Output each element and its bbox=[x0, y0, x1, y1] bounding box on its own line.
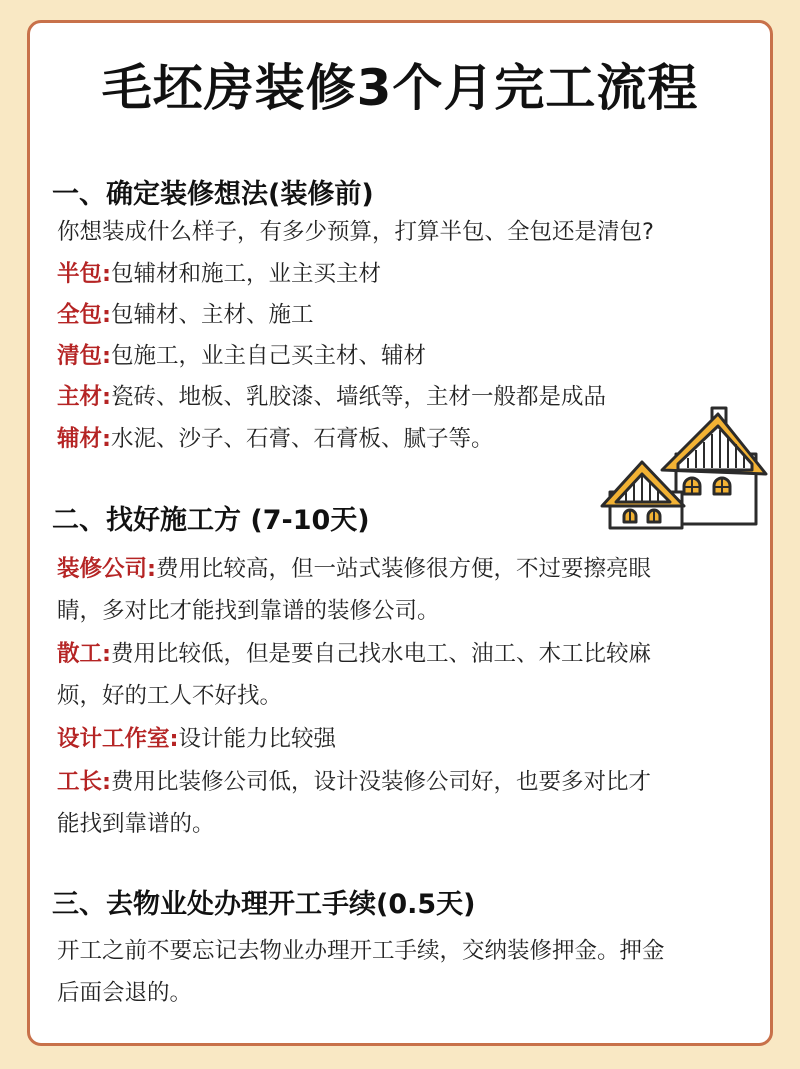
term-text: 水泥、沙子、石膏、石膏板、腻子等。 bbox=[111, 426, 494, 452]
term-text: 设计能力比较强 bbox=[178, 726, 337, 752]
term-label: 散工: bbox=[57, 641, 111, 667]
list-item bbox=[57, 421, 494, 453]
term-label: 半包: bbox=[57, 261, 111, 287]
term-text: 瓷砖、地板、乳胶漆、墙纸等，主材一般都是成品 bbox=[111, 384, 607, 410]
term-text: 费用比较低，但是要自己找水电工、油工、木工比较麻 bbox=[111, 641, 652, 667]
term-label: 工长: bbox=[57, 769, 111, 795]
term-label: 全包: bbox=[57, 302, 111, 328]
term-label: 主材: bbox=[57, 384, 111, 410]
page-title: 毛坯房装修3个月完工流程 bbox=[101, 59, 699, 117]
term-text: 包施工，业主自己买主材、辅材 bbox=[111, 343, 427, 369]
term-label: 设计工作室: bbox=[57, 726, 179, 752]
house-icon bbox=[600, 402, 770, 532]
list-item-continuation: 睛，多对比才能找到靠谱的装修公司。 bbox=[57, 598, 440, 624]
list-item bbox=[57, 338, 426, 370]
list-item bbox=[57, 297, 314, 329]
term-label: 装修公司: bbox=[57, 556, 156, 582]
paragraph-line: 开工之前不要忘记去物业办理开工手续，交纳装修押金。押金 bbox=[57, 938, 665, 964]
section-1-heading: 一、确定装修想法(装修前) bbox=[52, 179, 374, 210]
list-item bbox=[57, 551, 651, 583]
term-label: 辅材: bbox=[57, 426, 111, 452]
section-3-heading: 三、去物业处办理开工手续(0.5天) bbox=[52, 889, 476, 920]
term-text: 包辅材、主材、施工 bbox=[111, 302, 314, 328]
term-text: 费用比较高，但一站式装修很方便，不过要擦亮眼 bbox=[156, 556, 652, 582]
paragraph-line: 后面会退的。 bbox=[57, 980, 193, 1006]
list-item bbox=[57, 764, 651, 796]
list-item bbox=[57, 379, 606, 411]
section-1-intro: 你想装成什么样子，有多少预算，打算半包、全包还是清包? bbox=[57, 219, 654, 245]
list-item-continuation: 能找到靠谱的。 bbox=[57, 811, 215, 837]
section-2-heading: 二、找好施工方 (7-10天) bbox=[52, 505, 370, 536]
term-text: 费用比装修公司低，设计没装修公司好，也要多对比才 bbox=[111, 769, 652, 795]
list-item bbox=[57, 256, 381, 288]
term-text: 包辅材和施工，业主买主材 bbox=[111, 261, 382, 287]
term-label: 清包: bbox=[57, 343, 111, 369]
list-item bbox=[57, 636, 651, 668]
list-item bbox=[57, 721, 336, 753]
list-item-continuation: 烦，好的工人不好找。 bbox=[57, 683, 283, 709]
